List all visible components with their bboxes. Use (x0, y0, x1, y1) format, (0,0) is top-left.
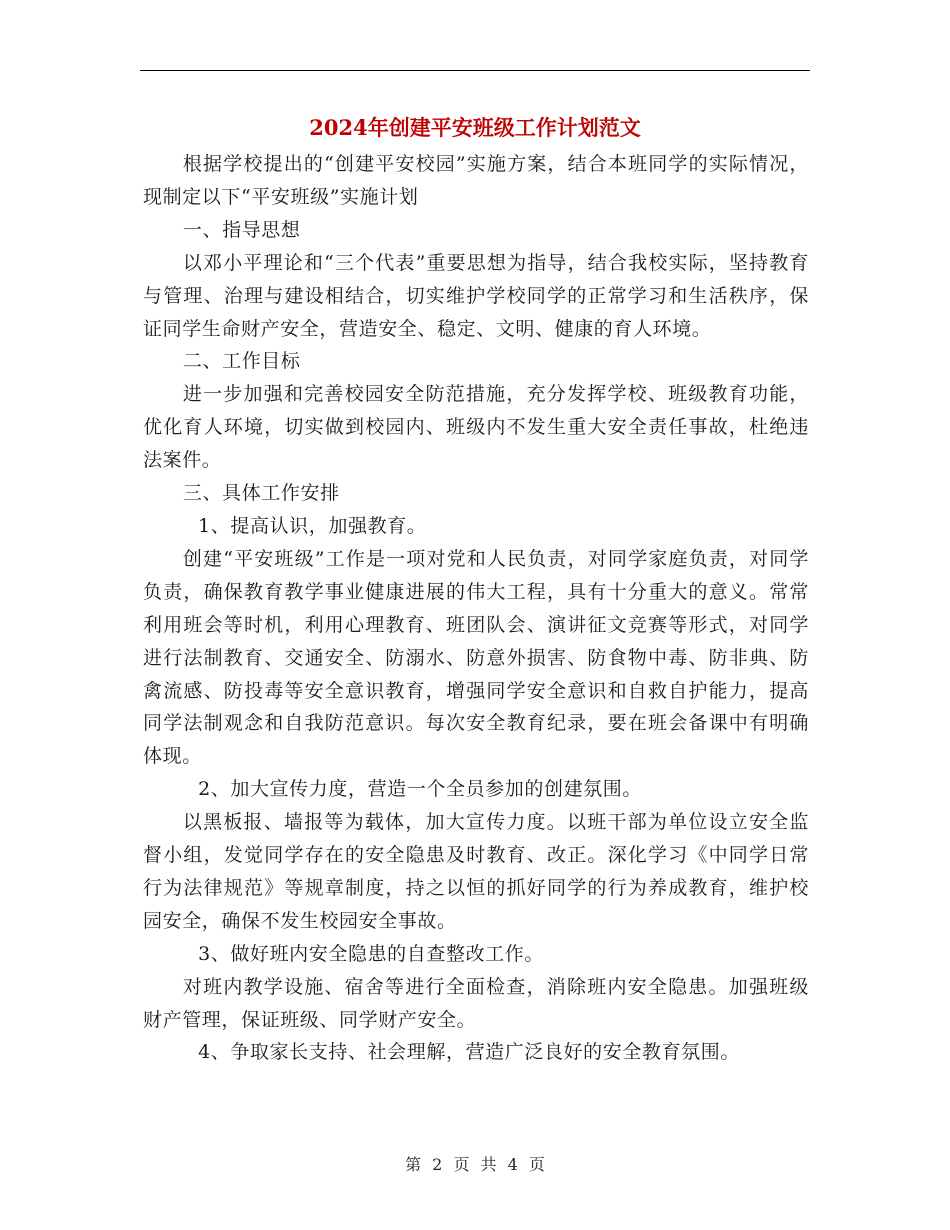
document-body (143, 148, 809, 1069)
subheading-2-paragraph: 以黑板报、墙报等为载体，加大宣传力度。以班干部为单位设立安全监督小组，发觉同学存在的安全隐患及时教育、改正。深化学习《中同学日常行为法律规范》等规章制度，持之以恒的抓好同学的行为养成教育，维护校园安全，确保不发生校园安全事故。 (143, 811, 809, 932)
guiding-ideology-paragraph: 以邓小平理论和“三个代表”重要思想为指导，结合我校实际，坚持教育与管理、治理与建设相结合，切实维护学校同学的正常学习和生活秩序，保证同学生命财产安全，营造安全、稳定、文明、健康的育人环境。 (143, 251, 809, 340)
subheading-1-paragraph: 创建“平安班级”工作是一项对党和人民负责，对同学家庭负责，对同学负责，确保教育教学事业健康进展的伟大工程，具有十分重大的意义。常常利用班会等时机，利用心理教育、班团队会、演讲征文竞赛等形式，对同学进行法制教育、交通安全、防溺水、防意外损害、防食物中毒、防非典、防禽流感、防投毒等安全意识教育，增强同学安全意识和自救自护能力，提高同学法制观念和自我防范意识。每次安全教育纪录，要在班会备课中有明确体现。 (143, 547, 809, 768)
subheading-3: 3、做好班内安全隐患的自查整改工作。 (198, 942, 544, 965)
subheading-3-paragraph: 对班内教学设施、宿舍等进行全面检查，消除班内安全隐患。加强班级财产管理，保证班级、同学财产安全。 (143, 975, 809, 1031)
section-heading-guiding-ideology: 一、指导思想 (182, 218, 301, 241)
document-title: 2024年创建平安班级工作计划范文 (309, 115, 641, 140)
section-heading-work-goals: 二、工作目标 (182, 350, 301, 373)
header-rule (140, 70, 810, 71)
section-heading-arrangements: 三、具体工作安排 (182, 482, 340, 505)
intro-paragraph: 根据学校提出的“创建平安校园”实施方案，结合本班同学的实际情况，现制定以下“平安班级”实施计划 (143, 153, 809, 208)
subheading-1: 1、提高认识，加强教育。 (198, 514, 427, 537)
subheading-4: 4、争取家长支持、社会理解，营造广泛良好的安全教育氛围。 (198, 1041, 740, 1064)
subheading-2: 2、加大宣传力度，营造一个全员参加的创建氛围。 (198, 778, 642, 801)
work-goals-paragraph: 进一步加强和完善校园安全防范措施，充分发挥学校、班级教育功能，优化育人环境，切实做到校园内、班级内不发生重大安全责任事故，杜绝违法案件。 (143, 383, 809, 472)
page-number-footer: 第 2 页 共 4 页 (405, 1155, 545, 1174)
